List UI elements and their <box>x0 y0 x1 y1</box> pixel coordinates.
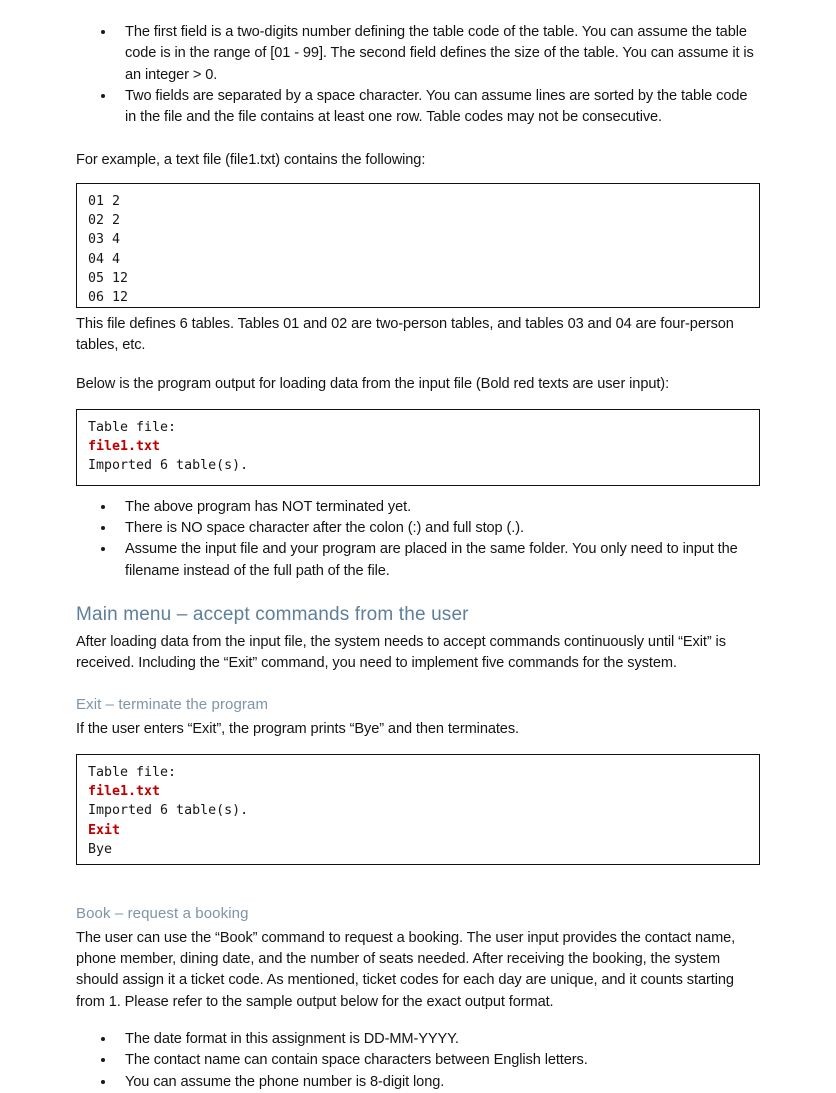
list-item <box>76 497 760 518</box>
bullet-dot-icon <box>101 1058 105 1062</box>
notes-bullet-list <box>76 497 760 582</box>
list-item-text: You can assume the phone number is 8-digit long. <box>125 1073 445 1090</box>
load-output-codebox <box>76 409 760 486</box>
list-item <box>76 1072 760 1093</box>
code-line: Bye <box>88 841 113 857</box>
intro-bullet-list <box>76 22 760 128</box>
list-item <box>76 539 760 582</box>
bullet-dot-icon <box>101 30 105 34</box>
example-intro-paragraph: For example, a text file (file1.txt) contains the following: <box>76 152 426 169</box>
list-item-text: Assume the input file and your program are placed in the same folder. You only need to input the filename instead of the full path of the file. <box>125 541 738 579</box>
main-menu-heading: Main menu – accept commands from the user <box>76 603 469 625</box>
file-listing-codebox <box>76 183 760 308</box>
code-line: 02 2 <box>88 213 121 229</box>
main-menu-paragraph: After loading data from the input file, the system needs to accept commands continuously until “Exit” is received. Including the “Exit” command, you need to implement five commands for the system. <box>76 633 726 672</box>
code-line: 03 4 <box>88 232 121 248</box>
code-line-user-input: Exit <box>88 822 121 838</box>
file-explanation-paragraph: This file defines 6 tables. Tables 01 and 02 are two-person tables, and tables 03 and 04 are four-person tables, etc. <box>76 315 734 354</box>
bullet-dot-icon <box>101 505 105 509</box>
code-line: 06 12 <box>88 290 129 306</box>
bullet-dot-icon <box>101 1037 105 1041</box>
bullet-dot-icon <box>101 94 105 98</box>
code-line: 04 4 <box>88 251 121 267</box>
list-item <box>76 1050 760 1071</box>
exit-section-paragraph: If the user enters “Exit”, the program prints “Bye” and then terminates. <box>76 721 519 738</box>
list-item-text: The first field is a two-digits number defining the table code of the table. You can assume the table code is in the range of [01 - 99]. The second field defines the size of the table. You can assume it is an integer > 0. <box>125 24 754 83</box>
bullet-dot-icon <box>101 1080 105 1084</box>
code-line: Imported 6 table(s). <box>88 803 249 819</box>
list-item <box>76 518 760 539</box>
exit-output-codebox <box>76 754 760 865</box>
code-line: Table file: <box>88 419 177 435</box>
list-item <box>76 22 760 86</box>
book-bullet-list <box>76 1029 760 1093</box>
document-content <box>76 22 760 1093</box>
list-item <box>76 86 760 129</box>
bullet-dot-icon <box>101 547 105 551</box>
exit-section-heading: Exit – terminate the program <box>76 696 269 714</box>
list-item <box>76 1029 760 1050</box>
list-item-text: The date format in this assignment is DD-MM-YYYY. <box>125 1030 459 1047</box>
code-line-user-input: file1.txt <box>88 438 161 454</box>
book-section-heading: Book – request a booking <box>76 904 249 922</box>
book-section-paragraph: The user can use the “Book” command to request a booking. The user input provides the contact name, phone member, dining date, and the number of seats needed. After receiving the booking, the system should assign it a ticket code. As mentioned, ticket codes for each day are unique, and it counts starting from 1. Please refer to the sample output below for the exact output format. <box>76 929 736 1010</box>
list-item-text: The above program has NOT terminated yet. <box>125 498 412 515</box>
code-line-user-input: file1.txt <box>88 784 161 800</box>
code-line: 01 2 <box>88 193 121 209</box>
code-line: Table file: <box>88 764 177 780</box>
bullet-dot-icon <box>101 526 105 530</box>
output-intro-paragraph: Below is the program output for loading data from the input file (Bold red texts are user input): <box>76 376 670 393</box>
code-line: 05 12 <box>88 270 129 286</box>
list-item-text: Two fields are separated by a space character. You can assume lines are sorted by the table code in the file and the file contains at least one row. Table codes may not be consecutive. <box>125 87 748 126</box>
list-item-text: The contact name can contain space characters between English letters. <box>125 1052 588 1069</box>
list-item-text: There is NO space character after the colon (:) and full stop (.). <box>125 519 524 536</box>
code-line: Imported 6 table(s). <box>88 458 249 474</box>
